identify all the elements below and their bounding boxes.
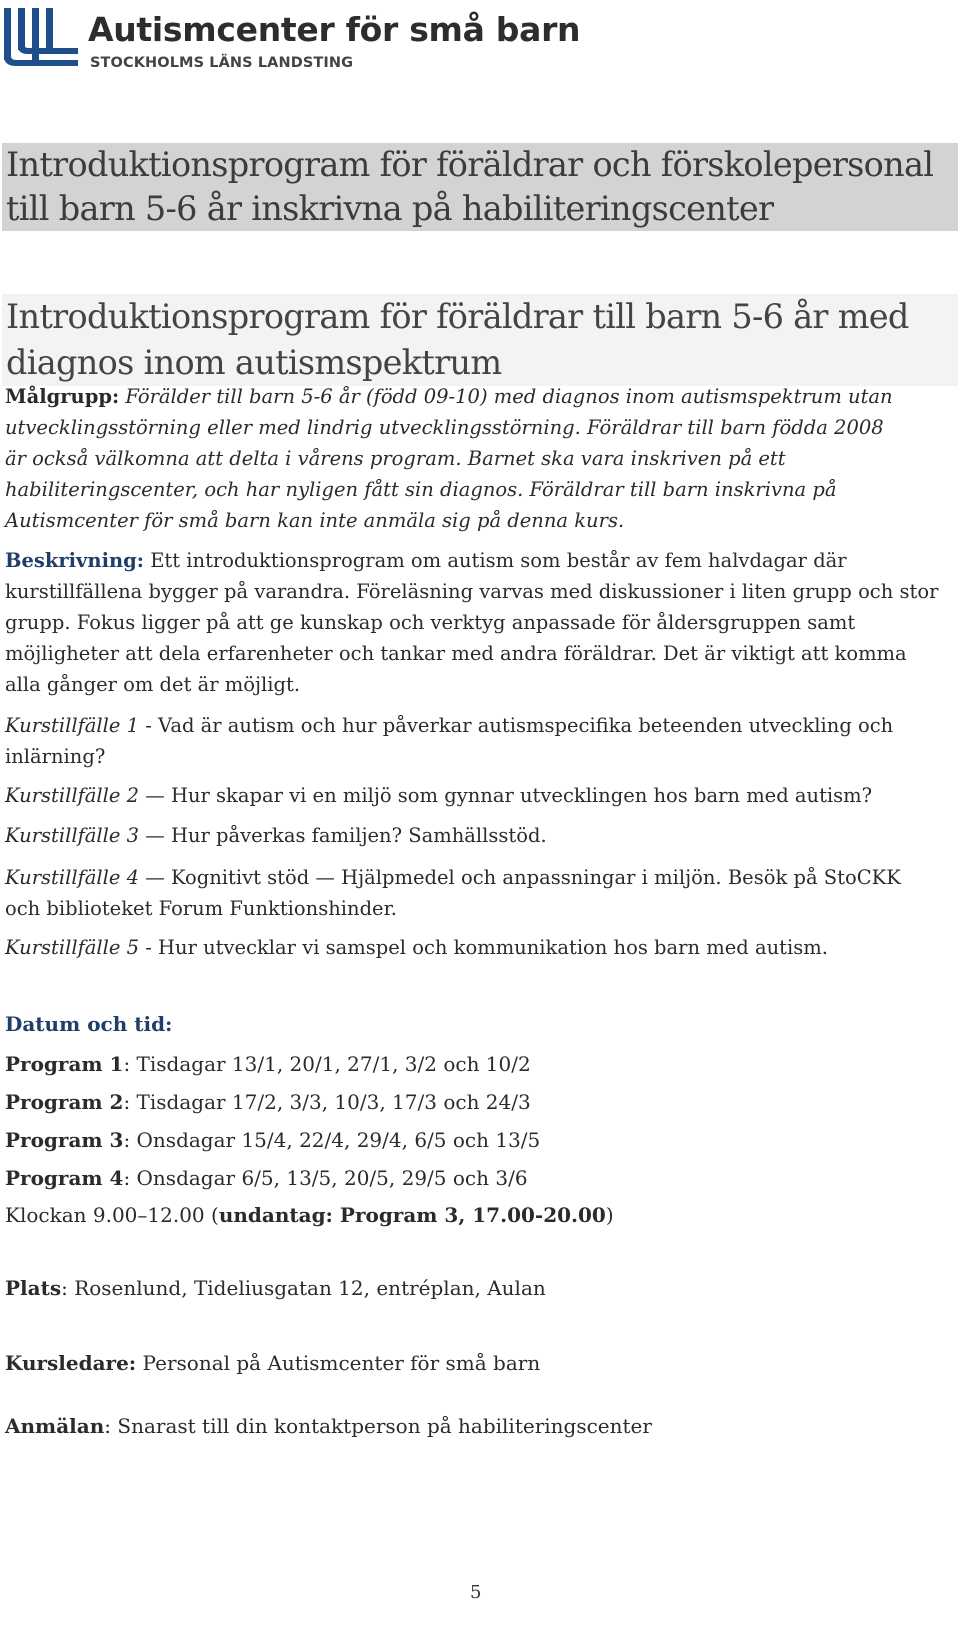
beskrivning-text-line: kurstillfällena bygger på varandra. Föreläsning varvas med diskussioner i liten grupp och stor <box>5 580 939 603</box>
program-row <box>5 1125 540 1155</box>
kurstillfalle-2 <box>5 780 950 811</box>
main-heading-line-1: Introduktionsprogram för föräldrar och förskolepersonal <box>6 145 934 184</box>
beskrivning-paragraph <box>5 545 950 700</box>
main-heading <box>2 143 958 231</box>
kurstillfalle-text: - Hur utvecklar vi samspel och kommunikation hos barn med autism. <box>139 936 828 959</box>
malgrupp-paragraph <box>5 381 950 536</box>
program-label: Program 2 <box>5 1090 124 1114</box>
anmalan-text: : Snarast till din kontaktperson på habiliteringscenter <box>104 1414 652 1438</box>
organization-logo <box>4 6 581 71</box>
malgrupp-text-line: habiliteringscenter, och har nyligen fått sin diagnos. Föräldrar till barn inskrivna på <box>5 478 837 501</box>
kurstillfalle-label: Kurstillfälle 1 <box>5 714 140 737</box>
datum-label: Datum och tid: <box>5 1012 173 1036</box>
kurstillfalle-text: — Hur skapar vi en miljö som gynnar utvecklingen hos barn med autism? <box>139 784 873 807</box>
malgrupp-label: Målgrupp: <box>5 385 120 408</box>
program-row <box>5 1087 531 1117</box>
logo-title: Autismcenter för små barn <box>88 10 581 49</box>
plats-text: : Rosenlund, Tideliusgatan 12, entréplan, Aulan <box>61 1276 546 1300</box>
section-heading-line-1: Introduktionsprogram för föräldrar till barn 5-6 år med <box>6 297 909 336</box>
plats-label: Plats <box>5 1276 62 1300</box>
klockan-exception: undantag: Program 3, 17.00-20.00 <box>218 1203 606 1227</box>
program-dates: : Onsdagar 15/4, 22/4, 29/4, 6/5 och 13/5 <box>123 1128 541 1152</box>
kurstillfalle-label: Kurstillfälle 2 <box>5 784 140 807</box>
program-label: Program 1 <box>5 1052 124 1076</box>
beskrivning-text-line: grupp. Fokus ligger på att ge kunskap och verktyg anpassade för åldersgruppen samt <box>5 611 856 634</box>
page-number: 5 <box>470 1582 482 1603</box>
kurstillfalle-3 <box>5 820 950 851</box>
klockan-row <box>5 1200 614 1230</box>
program-dates: : Onsdagar 6/5, 13/5, 20/5, 29/5 och 3/6 <box>123 1166 528 1190</box>
malgrupp-text-line: är också välkomna att delta i vårens program. Barnet ska vara inskriven på ett <box>5 447 786 470</box>
kurstillfalle-label: Kurstillfälle 5 <box>5 936 140 959</box>
logo-subtitle: STOCKHOLMS LÄNS LANDSTING <box>90 55 354 71</box>
anmalan-label: Anmälan <box>5 1414 105 1438</box>
anmalan-row <box>5 1411 652 1441</box>
program-dates: : Tisdagar 13/1, 20/1, 27/1, 3/2 och 10/2 <box>123 1052 531 1076</box>
plats-row <box>5 1273 546 1303</box>
program-label: Program 3 <box>5 1128 124 1152</box>
kurstillfalle-1 <box>5 710 950 772</box>
jll-logo-mark-icon <box>4 6 80 68</box>
program-dates: : Tisdagar 17/2, 3/3, 10/3, 17/3 och 24/3 <box>123 1090 531 1114</box>
malgrupp-text-line: Autismcenter för små barn kan inte anmäla sig på denna kurs. <box>5 509 625 532</box>
beskrivning-label: Beskrivning: <box>5 549 144 572</box>
kurstillfalle-text: och biblioteket Forum Funktionshinder. <box>5 897 397 920</box>
klockan-suffix: ) <box>605 1203 614 1227</box>
malgrupp-text-line: Förälder till barn 5-6 år (född 09-10) med diagnos inom autismspektrum utan <box>119 385 893 408</box>
program-row <box>5 1049 531 1079</box>
program-label: Program 4 <box>5 1166 124 1190</box>
kurstillfalle-label: Kurstillfälle 3 <box>5 824 140 847</box>
section-heading-line-2: diagnos inom autismspektrum <box>6 343 502 382</box>
program-row <box>5 1163 528 1193</box>
section-heading <box>2 294 958 386</box>
kurstillfalle-4 <box>5 862 950 924</box>
kurstillfalle-text: - Vad är autism och hur påverkar autismspecifika beteenden utveckling och <box>139 714 894 737</box>
main-heading-line-2: till barn 5-6 år inskrivna på habiliteringscenter <box>6 189 774 228</box>
beskrivning-text-line: möjligheter att dela erfarenheter och tankar med andra föräldrar. Det är viktigt att komma <box>5 642 907 665</box>
kurstillfalle-5 <box>5 932 950 963</box>
klockan-text: Klockan 9.00–12.00 ( <box>5 1203 219 1227</box>
kursledare-text: Personal på Autismcenter för små barn <box>136 1351 541 1375</box>
kursledare-row <box>5 1348 540 1378</box>
kurstillfalle-text: — Hur påverkas familjen? Samhällsstöd. <box>139 824 547 847</box>
kurstillfalle-text: inlärning? <box>5 745 106 768</box>
beskrivning-text-line: Ett introduktionsprogram om autism som består av fem halvdagar där <box>144 549 847 572</box>
kurstillfalle-text: — Kognitivt stöd — Hjälpmedel och anpassningar i miljön. Besök på StoCKK <box>139 866 901 889</box>
malgrupp-text-line: utvecklingsstörning eller med lindrig utvecklingsstörning. Föräldrar till barn födda 2008 <box>5 416 884 439</box>
kurstillfalle-label: Kurstillfälle 4 <box>5 866 140 889</box>
beskrivning-text-line: alla gånger om det är möjligt. <box>5 673 301 696</box>
kursledare-label: Kursledare: <box>5 1351 137 1375</box>
